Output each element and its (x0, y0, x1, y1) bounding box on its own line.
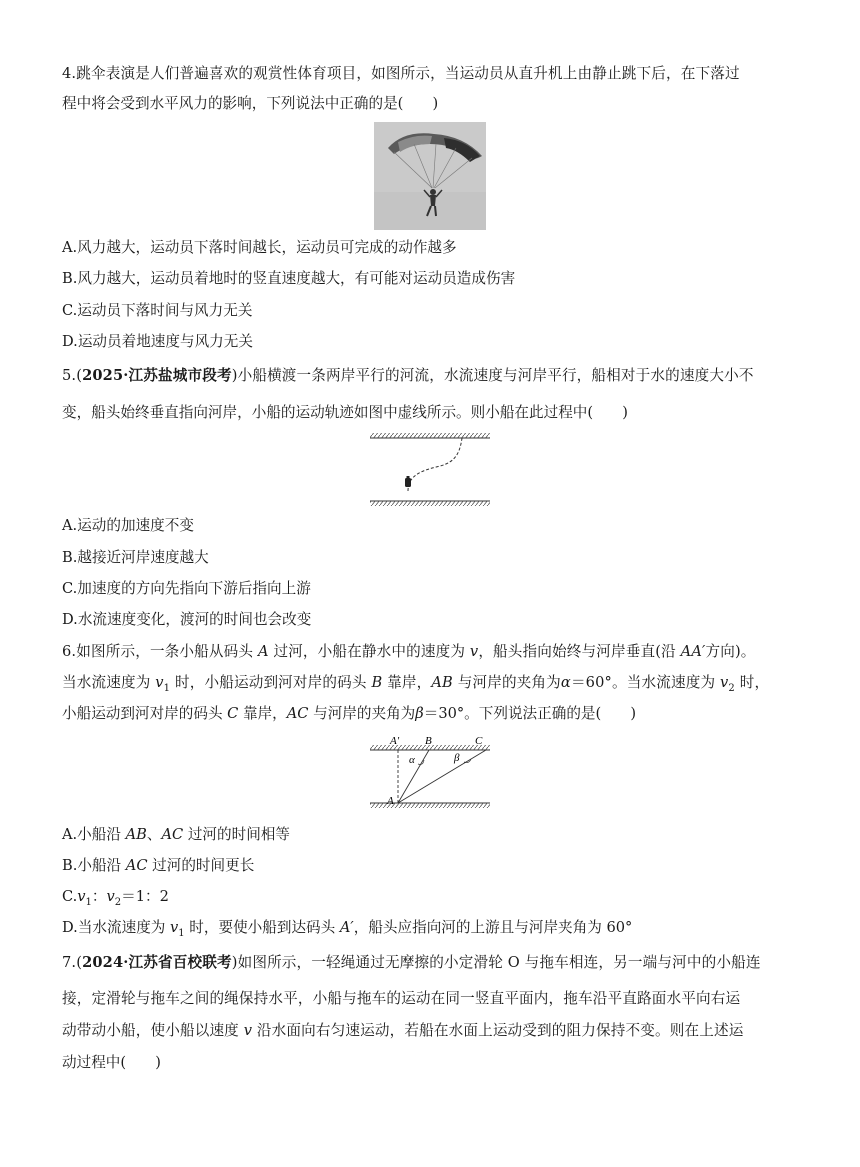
q4-stem-line1: 4.跳伞表演是人们普遍喜欢的观赏性体育项目，如图所示，当运动员从直升机上由静止跳下后，在下落过 (62, 65, 740, 82)
q5-source: 2025·江苏盐城市段考 (82, 367, 232, 384)
q6-var-AC: AC (161, 826, 184, 843)
q6-stem-line3 (62, 704, 636, 724)
q6-var-AB: AB (125, 826, 147, 843)
q6-text: 6.如图所示，一条小船从码头 (62, 643, 258, 660)
q7-stem-line4: 动过程中( ) (62, 1054, 161, 1071)
q6-text: ，船头应指向河的上游且与河岸夹角为 60° (353, 919, 633, 936)
q6-text: D.当水流速度为 (62, 919, 171, 936)
q6-var-AA: AA′ (680, 643, 706, 660)
q5-stem-line2: 变，船头始终垂直指向河岸，小船的运动轨迹如图中虚线所示。则小船在此过程中( ) (62, 404, 628, 421)
q4-stem-line2: 程中将会受到水平风力的影响，下列说法中正确的是( ) (62, 95, 439, 112)
q7-var-v: v (243, 1022, 253, 1039)
q7-stem-line1-rest: )如图所示，一轻绳通过无摩擦的小定滑轮 O 与拖车相连，另一端与河中的小船连 (231, 954, 761, 971)
q7-source: 2024·江苏省百校联考 (82, 954, 232, 971)
q6-text: ，船头指向始终与河岸垂直(沿 (478, 643, 681, 660)
q6-sub: 1 (163, 682, 171, 694)
q6-text: 、 (146, 826, 162, 843)
q6-text: 当水流速度为 (62, 674, 156, 691)
q6-text: B.小船沿 (62, 857, 126, 874)
q6-var-beta: β (415, 705, 424, 722)
label-beta: β (454, 752, 460, 764)
label-alpha: α (409, 754, 415, 766)
q6-text: 靠岸， (382, 674, 432, 691)
q6-text: 与河岸的夹角为 (452, 674, 561, 691)
q6-text: ＝1：2 (121, 888, 169, 905)
q6-sub: 2 (728, 682, 735, 694)
label-A: A (387, 795, 394, 807)
q6-var-v2: v (106, 888, 115, 905)
q6-text: 与河岸的夹角为 (308, 705, 416, 722)
q6-text: A.小船沿 (62, 826, 126, 843)
q6-text: 小船运动到河对岸的码头 (62, 705, 228, 722)
q6-var-AC: AC (125, 857, 148, 874)
q6-stem-line1 (62, 642, 756, 662)
label-A-prime: A′ (390, 735, 400, 747)
q7-text: 沿水面向右匀速运动，若船在水面上运动受到的阻力保持不变。则在上述运 (252, 1022, 744, 1039)
q5-stem-line1-rest: )小船横渡一条两岸平行的河流，水流速度与河岸平行，船相对于水的速度大小不 (231, 367, 754, 384)
q7-stem-line2: 接，定滑轮与拖车之间的绳保持水平，小船与拖车的运动在同一竖直平面内，拖车沿平直路面水平向右运 (62, 990, 741, 1007)
q6-stem-line2 (62, 673, 769, 699)
q6-var-B: B (371, 674, 383, 691)
q6-text: C. (62, 888, 78, 905)
q6-text: ： (91, 888, 107, 905)
q6-sub: 1 (178, 927, 185, 939)
q5-option-a: A.运动的加速度不变 (62, 517, 194, 534)
q5-river-trajectory-figure (368, 430, 492, 510)
q6-text: 过河，小船在静水中的速度为 (268, 643, 470, 660)
q6-text: 方向)。 (705, 643, 756, 660)
q7-stem-line3 (62, 1021, 743, 1041)
q6-var-v1: v (77, 888, 86, 905)
q4-option-c: C.运动员下落时间与风力无关 (62, 302, 253, 319)
q6-var-AC: AC (286, 705, 309, 722)
label-C: C (475, 735, 483, 747)
q5-stem-line1 (62, 366, 754, 386)
q6-option-c (62, 887, 169, 913)
q6-var-AB: AB (431, 674, 453, 691)
q6-option-d (62, 918, 632, 944)
q4-option-d: D.运动员着地速度与风力无关 (62, 333, 253, 350)
q6-var-A: A (257, 643, 269, 660)
q6-sub: 2 (114, 896, 122, 908)
q5-option-b: B.越接近河岸速度越大 (62, 549, 209, 566)
q7-number: 7.( (62, 954, 83, 971)
q7-text: 动带动小船，使小船以速度 (62, 1022, 244, 1039)
q4-option-b: B.风力越大，运动员着地时的竖直速度越大，有可能对运动员造成伤害 (62, 270, 516, 287)
q6-var-v1: v (155, 674, 164, 691)
q5-option-c: C.加速度的方向先指向下游后指向上游 (62, 580, 311, 597)
q6-option-b (62, 856, 254, 876)
q5-number: 5.( (62, 367, 83, 384)
q6-sub: 1 (85, 896, 92, 908)
q6-var-v: v (469, 643, 479, 660)
q4-parachute-photo (374, 122, 486, 230)
q6-text: 时，小船运动到河对岸的码头 (170, 674, 372, 691)
label-B: B (425, 735, 432, 747)
q6-var-v1: v (170, 919, 179, 936)
q6-text: 时， (734, 674, 770, 691)
q6-var-A-prime: A′ (339, 919, 354, 936)
q6-text: ＝30°。下列说法正确的是( ) (423, 705, 637, 722)
q6-text: 时，要使小船到达码头 (184, 919, 340, 936)
q6-var-C: C (227, 705, 239, 722)
q6-river-angle-figure (368, 732, 492, 812)
q6-text: 过河的时间更长 (147, 857, 255, 874)
q6-text: 过河的时间相等 (183, 826, 290, 843)
q4-option-a: A.风力越大，运动员下落时间越长，运动员可完成的动作越多 (62, 239, 457, 256)
q6-option-a (62, 825, 290, 845)
q6-var-alpha: α (560, 674, 571, 691)
q6-var-v2: v (720, 674, 729, 691)
q6-text: 靠岸， (238, 705, 287, 722)
q6-text: ＝60°。当水流速度为 (570, 674, 720, 691)
q5-option-d: D.水流速度变化，渡河的时间也会改变 (62, 611, 312, 628)
q7-stem-line1 (62, 953, 761, 973)
